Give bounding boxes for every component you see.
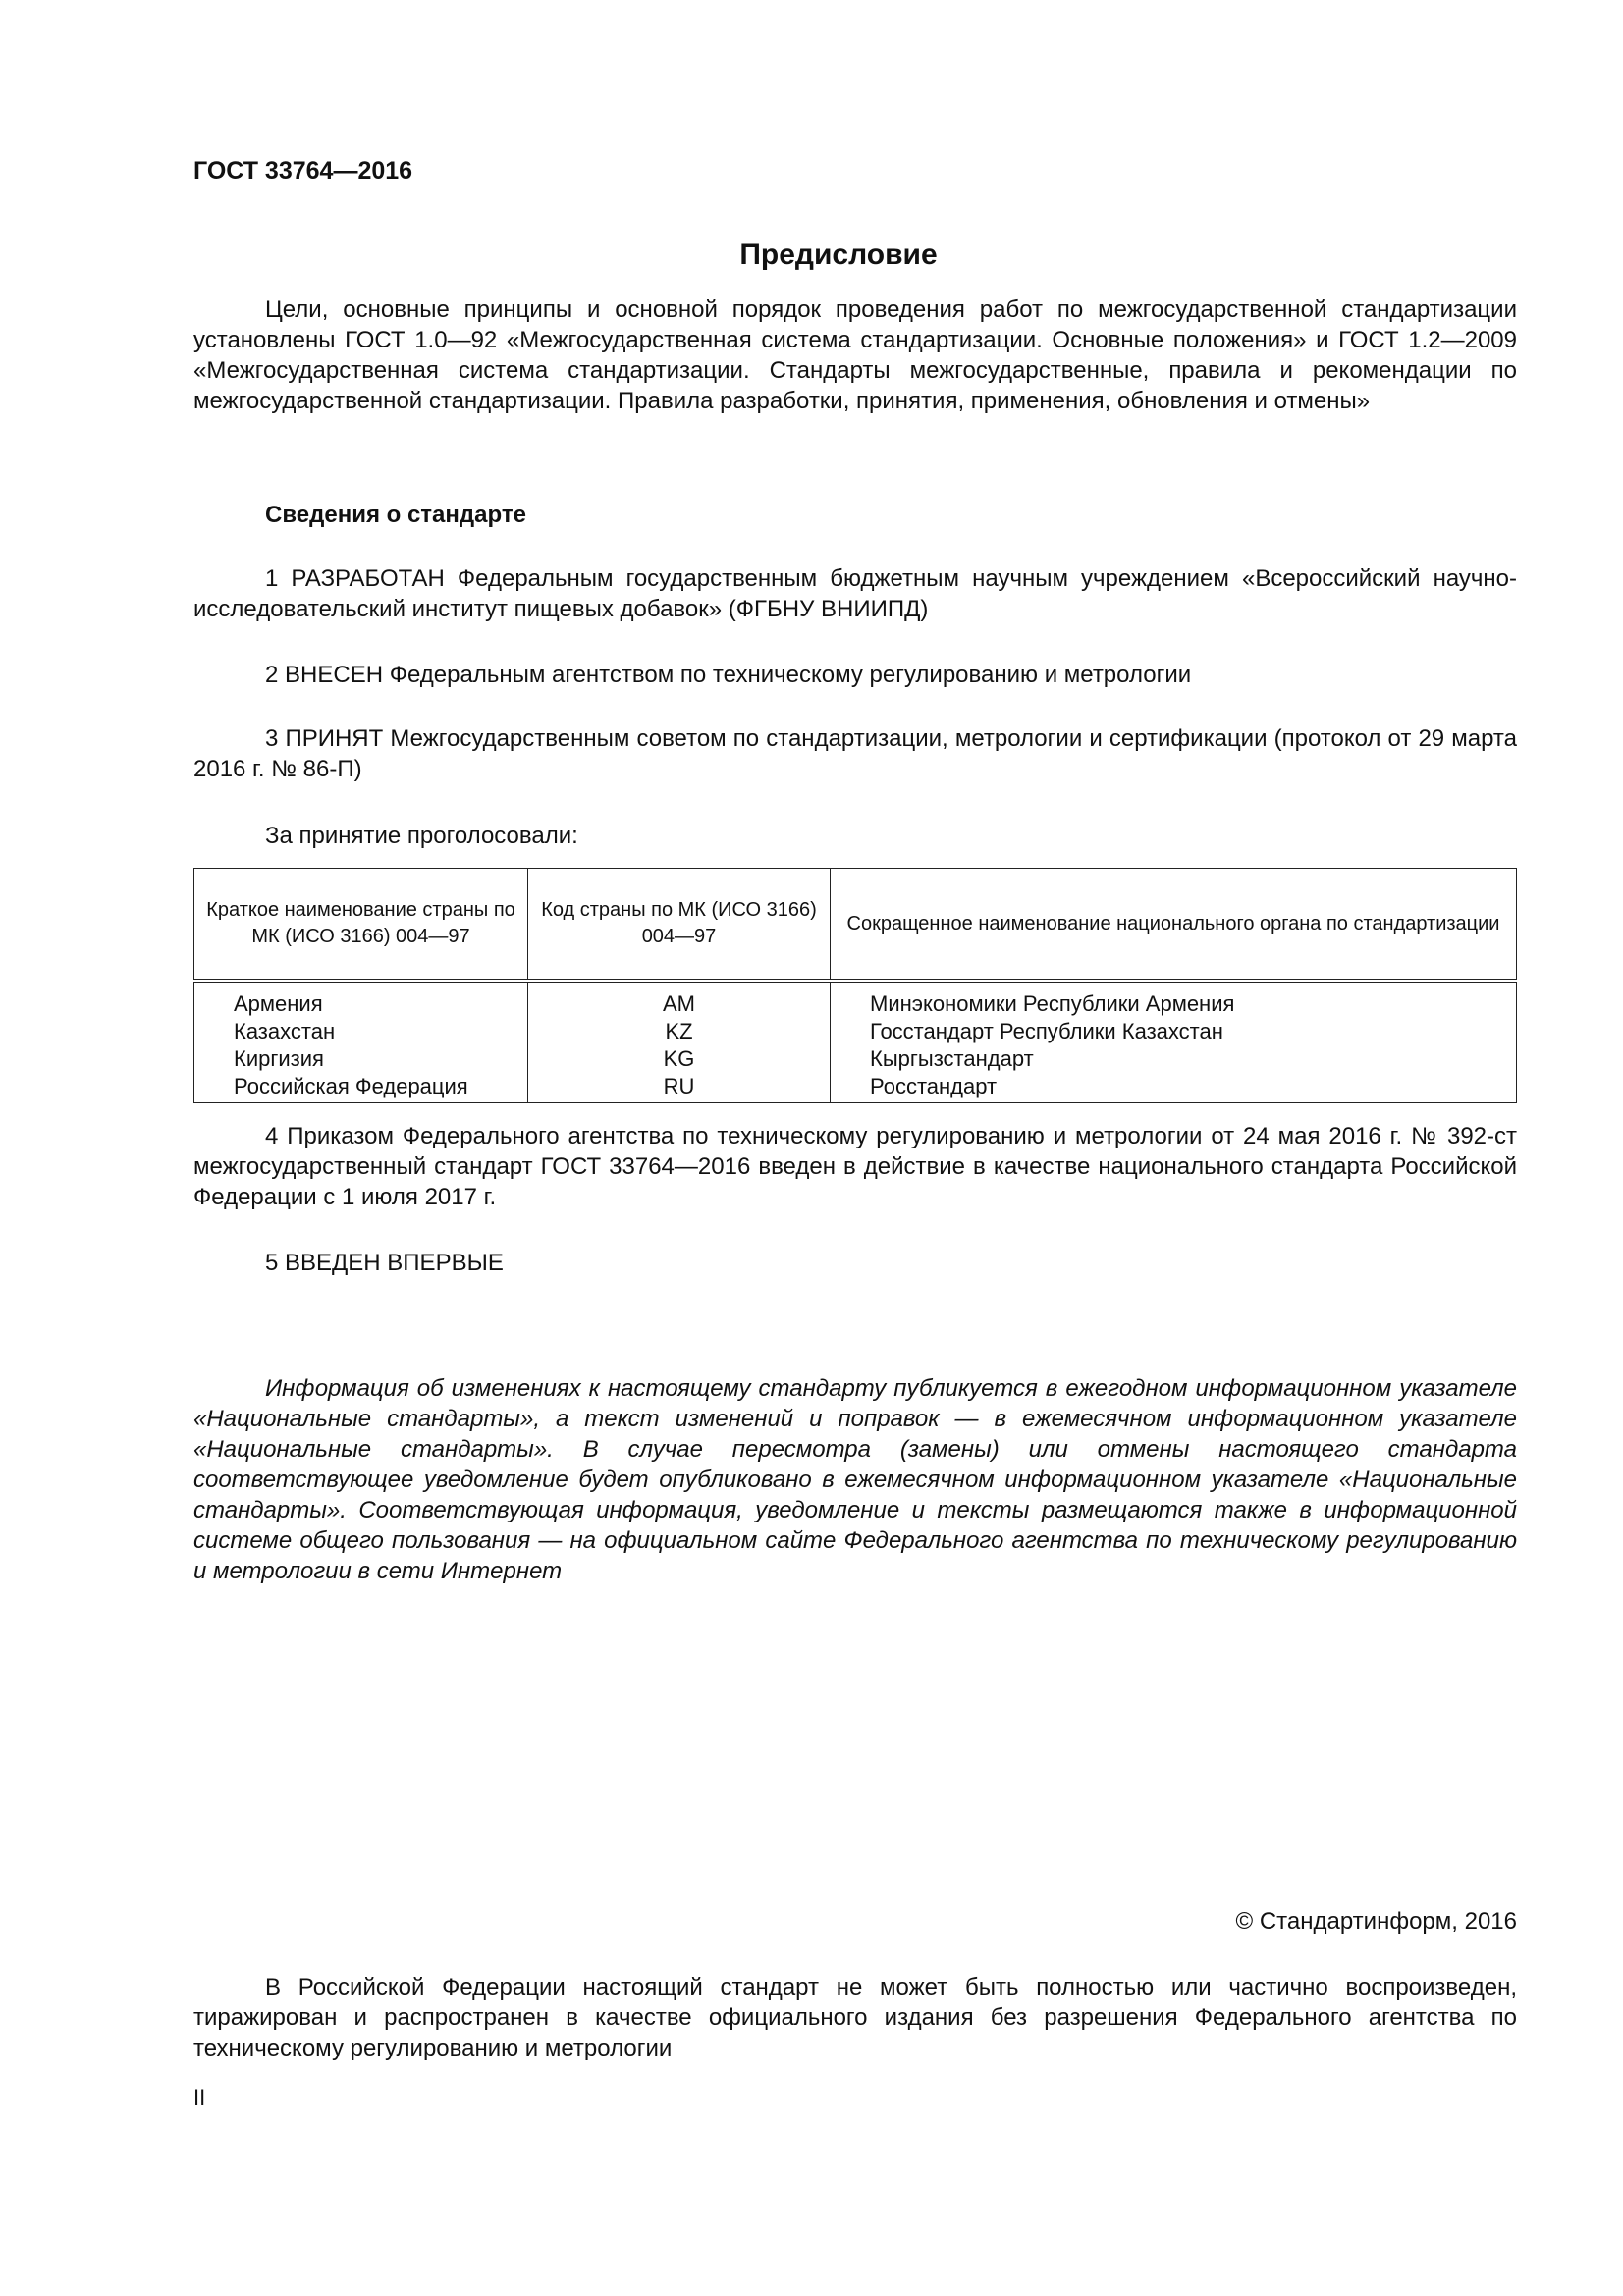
page-title: Предисловие — [739, 239, 938, 271]
item-adopted: 3 ПРИНЯТ Межгосударственным советом по стандартизации, метрологии и сертификации (протокол от 29 марта 2016 г. № 86-П) — [193, 725, 1517, 782]
page-number: II — [193, 2085, 206, 2109]
votes-intro: За принятие проголосовали: — [265, 823, 578, 849]
cell-body: Госстандарт Республики Казахстан — [831, 1018, 1517, 1045]
cell-code: AM — [528, 981, 831, 1018]
cell-code: RU — [528, 1073, 831, 1103]
cell-code: KZ — [528, 1018, 831, 1045]
item-first-introduced: 5 ВВЕДЕН ВПЕРВЫЕ — [265, 1250, 504, 1276]
intro-paragraph: Цели, основные принципы и основной порядок проведения работ по межгосударственной стандартизации установлены ГОСТ 1.0—92 «Межгосударственная система стандартизации. Основные положения» и ГОСТ 1.2—2009 «Межгосударственная система стандартизации. Стандарты межгосударственные, правила и рекомендации по межгосударственной стандартизации. Правила разработки, принятия, применения, обновления и отмены» — [193, 296, 1517, 414]
item-submitted: 2 ВНЕСЕН Федеральным агентством по техническому регулированию и метрологии — [265, 662, 1192, 688]
cell-country: Казахстан — [194, 1018, 528, 1045]
item-enacted: 4 Приказом Федерального агентства по техническому регулированию и метрологии от 24 мая 2016 г. № 392-ст межгосударственный стандарт ГОСТ 33764—2016 введен в действие в качестве национального стандарта Российской Федерации с 1 июля 2017 г. — [193, 1123, 1517, 1210]
document-code: ГОСТ 33764—2016 — [193, 157, 413, 185]
changes-notice: Информация об изменениях к настоящему стандарту публикуется в ежегодном информационном указателе «Национальные стандарты», а текст изменений и поправок — в ежемесячном информационном указателе «Национальные стандарты». В случае пересмотра (замены) или отмены настоящего стандарта соответствующее уведомление будет опубликовано в ежемесячном информационном указателе «Национальные стандарты». Соответствующая информация, уведомление и тексты размещаются также в информационной системе общего пользования — на официальном сайте Федерального агентства по техническому регулированию и метрологии в сети Интернет — [193, 1375, 1517, 1584]
cell-country: Армения — [194, 981, 528, 1018]
table-row — [194, 1018, 1517, 1045]
cell-country: Российская Федерация — [194, 1073, 528, 1103]
reproduction-notice: В Российской Федерации настоящий стандарт не может быть полностью или частично воспроизведен, тиражирован и распространен в качестве официального издания без разрешения Федерального агентства по техническому регулированию и метрологии — [193, 1974, 1517, 2061]
cell-body: Кыргызстандарт — [831, 1045, 1517, 1073]
header-country-code: Код страны по МК (ИСО 3166) 004—97 — [528, 869, 831, 982]
cell-code: KG — [528, 1045, 831, 1073]
table-row — [194, 1045, 1517, 1073]
cell-body: Минэкономики Республики Армения — [831, 981, 1517, 1018]
cell-body: Росстандарт — [831, 1073, 1517, 1103]
header-country-name: Краткое наименование страны по МК (ИСО 3166) 004—97 — [194, 869, 528, 982]
copyright-notice: © Стандартинформ, 2016 — [1235, 1908, 1517, 1935]
item-developed: 1 РАЗРАБОТАН Федеральным государственным бюджетным научным учреждением «Всероссийский научно-исследовательский институт пищевых добавок» (ФГБНУ ВНИИПД) — [193, 565, 1517, 622]
votes-table — [193, 868, 1517, 1103]
header-national-body: Сокращенное наименование национального органа по стандартизации — [831, 869, 1517, 982]
cell-country: Киргизия — [194, 1045, 528, 1073]
table-row — [194, 981, 1517, 1018]
table-header-row — [194, 869, 1517, 982]
section-heading: Сведения о стандарте — [265, 502, 526, 528]
table-row — [194, 1073, 1517, 1103]
